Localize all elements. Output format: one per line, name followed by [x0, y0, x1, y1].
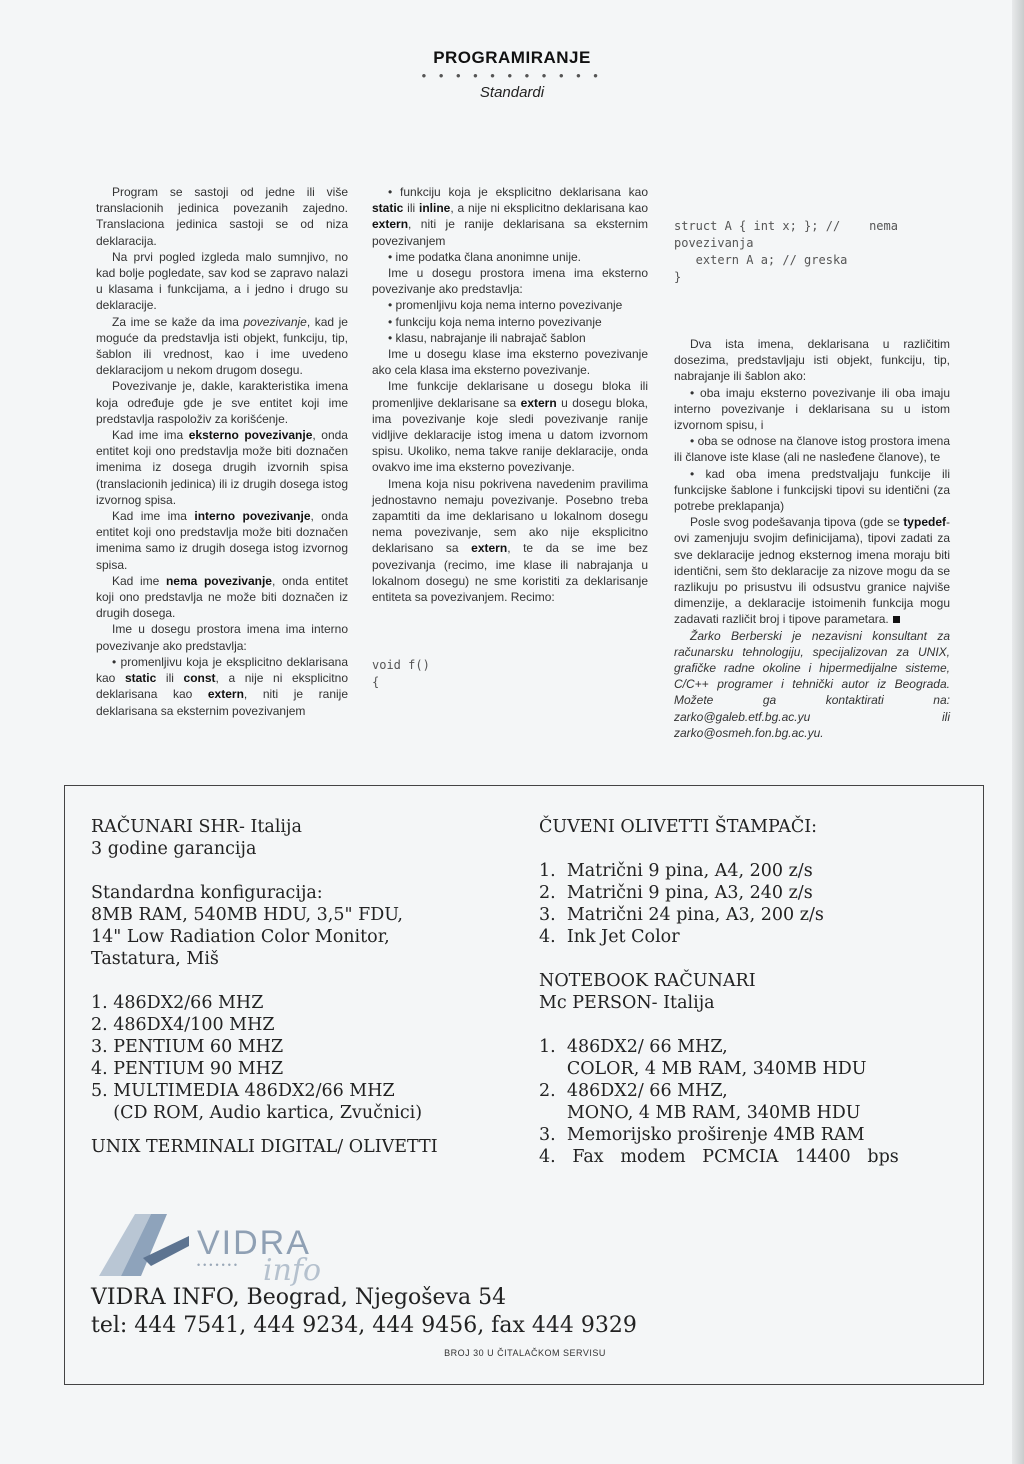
ad-phone: tel: 444 7541, 444 9234, 444 9456, fax 444 9329: [91, 1313, 637, 1338]
ad-line: 4. PENTIUM 90 MHZ: [91, 1059, 284, 1079]
paragraph: Kad ime nema povezivanje, onda entitet koji ono predstavlja ne može biti doznačen iz drugih dosega.: [96, 573, 348, 621]
reader-service-note: BROJ 30 U ČITALAČKOM SERVISU: [444, 1348, 606, 1358]
paragraph: • promenljivu koja nema interno povezivanje: [388, 298, 623, 313]
ad-line: (CD ROM, Audio kartica, Zvučnici): [91, 1103, 423, 1123]
paragraph: Kad ime ima eksterno povezivanje, onda entitet koji ono predstavlja može biti doznačen imenima iz dosega drugih izvornih spisa (translacionih jedinica) ili iz drugih dosega istog izvornog spisa.: [96, 428, 348, 507]
end-of-article-mark: [893, 616, 900, 623]
paragraph: • promenljivu koja je eksplicitno deklarisana kao static ili const, a nije ni eksplicitno deklarisana kao extern, niti je ranije deklarisana sa eksternim povezivanjem: [96, 654, 348, 718]
paragraph: • ime podatka člana anonimne unije.: [388, 249, 581, 264]
paragraph: • oba se odnose na članove istog prostora imena ili članove iste klase (ali ne nasleđene članove), te: [674, 434, 950, 465]
ad-line: 3. Matrični 24 pina, A3, 200 z/s: [539, 905, 824, 925]
ad-line: 1. Matrični 9 pina, A4, 200 z/s: [539, 861, 813, 881]
ad-line: 14" Low Radiation Color Monitor,: [91, 927, 390, 947]
ad-line: 4. Ink Jet Color: [539, 927, 680, 947]
ad-line: MONO, 4 MB RAM, 340MB HDU: [539, 1103, 861, 1123]
ad-line: UNIX TERMINALI DIGITAL/ OLIVETTI: [91, 1137, 438, 1157]
paragraph: Posle svog podešavanja tipova (gde se typedef-ovi zamenjuju svojim definicijama), tipovi zadati za sve deklaracije jednog eksternog imena moraju biti identični, sem što deklaracije za nizove mogu da se razlikuju po prisustvu ili odsustvu granice najviše dimenzije, a deklaracije istoimenih funkcija mogu zadavati različit broj i tipove parametara.: [674, 515, 950, 627]
paragraph: • oba imaju eksterno povezivanje ili oba imaju interno povezivanje i deklarisana su u istom izvornom spisu, i: [674, 385, 950, 433]
ad-right-column: [539, 816, 959, 1168]
paragraph: Program se sastoji od jedne ili više translacionih jedinica povezanih zajedno. Translaciona jedinica sastoji se od niza deklaracija.: [96, 185, 348, 248]
ad-line: Standardna konfiguracija:: [91, 883, 323, 903]
section-title: PROGRAMIRANJE: [433, 48, 591, 67]
ad-contact: [91, 1284, 637, 1340]
paragraph: Kad ime ima interno povezivanje, onda entitet koji ono predstavlja može biti doznačen imenima samo iz drugih dosega istog izvornog spisa.: [96, 509, 348, 572]
ad-line: 3 godine garancija: [91, 839, 257, 859]
ad-line: 8MB RAM, 540MB HDU, 3,5" FDU,: [91, 905, 403, 925]
ad-line: 3. Memorijsko proširenje 4MB RAM: [539, 1125, 865, 1145]
author-bio: Žarko Berberski je nezavisni konsultant za računarsku tehnologiju, specijalizovan za UNIX, grafičke radne okoline i hipermedijalne sisteme, C/C++ programer i tehnički autor iz Beograda. Možete ga kontaktirati na: zarko@galeb.etf.bg.ac.yu ili zarko@osmeh.fon.bg.ac.yu.: [674, 628, 950, 740]
ad-line: NOTEBOOK RAČUNARI: [539, 971, 756, 991]
ad-address: VIDRA INFO, Beograd, Njegoševa 54: [91, 1285, 507, 1310]
ad-line: 5. MULTIMEDIA 486DX2/66 MHZ: [91, 1081, 395, 1101]
paragraph: Dva ista imena, deklarisana u različitim dosezima, predstavljaju isti objekt, funkciju, tip, nabrajanje ili šablon ako:: [674, 337, 950, 384]
ad-left-column: [91, 816, 511, 1158]
page-edge-shadow: [1012, 0, 1024, 1464]
ad-line: 2. Matrični 9 pina, A3, 240 z/s: [539, 883, 813, 903]
ad-line: 2. 486DX2/ 66 MHZ,: [539, 1081, 728, 1101]
ad-line: Tastatura, Miš: [91, 949, 219, 969]
vidra-info-logo: [93, 1206, 393, 1286]
paragraph: Ime u dosegu prostora imena ima interno povezivanje ako predstavlja:: [96, 622, 348, 653]
header-dots: • • • • • • • • • • •: [421, 68, 603, 83]
paragraph: • funkciju koja nema interno povezivanje: [388, 314, 602, 329]
vidra-logo-icon: [93, 1206, 393, 1286]
ad-line: Mc PERSON- Italija: [539, 993, 715, 1013]
paragraph: Ime u dosegu klase ima eksterno povezivanje ako cela klasa ima eksterno povezivanje.: [372, 347, 648, 378]
ad-line: ČUVENI OLIVETTI ŠTAMPAČI:: [539, 817, 818, 837]
section-subtitle: Standardi: [479, 84, 545, 101]
paragraph: Imena koja nisu pokrivena navedenim pravilima jednostavno nemaju povezivanje. Posebno treba zapamtiti da ime deklarisano u lokalnom dosegu nema povezivanje, sem ako nije eksplicitno deklarisano sa extern, te da se ime bez povezivanja (recimo, ime klase ili nabrajanja u lokalnom dosegu) ne sme koristiti za deklarisanje entiteta sa povezivanjem. Recimo:: [372, 476, 648, 605]
paragraph: Ime funkcije deklarisane u dosegu bloka ili promenljive deklarisane sa extern u dosegu bloka, ima povezivanje koje sledi povezivanje ranije vidljive deklaracije istog imena u datom izvornom spisu. Ukoliko, nema takve ranije deklaracije, onda ovakvo ime ima eksterno povezivanje.: [372, 379, 648, 475]
paragraph: Na prvi pogled izgleda malo sumnjivo, no kad bolje pogledate, sav kod se zapravo nalazi u klasama i funkcijama, a i jedno i drugo su deklaracije.: [96, 249, 348, 313]
ad-line: 1. 486DX2/ 66 MHZ,: [539, 1037, 728, 1057]
paragraph: • klasu, nabrajanje ili nabrajač šablon: [388, 330, 586, 345]
ad-line: RAČUNARI SHR- Italija: [91, 817, 302, 837]
page-header: [0, 48, 1024, 101]
paragraph: Za ime se kaže da ima povezivanje, kad je moguće da predstavlja isti objekt, funkciju, tip, šablon ili vrednost, kao i ime uvedeno deklaracijom u nekom drugom dosegu.: [96, 314, 348, 378]
paragraph: • funkciju koja je eksplicitno deklarisana kao static ili inline, a nije ni eksplicitno deklarisana kao extern, niti je ranije deklarisana sa eksternim povezivanjem: [372, 185, 649, 248]
svg-text:•••••••: •••••••: [197, 1260, 241, 1270]
paragraph: • kad oba imena predstvaljaju funkcije ili funkcijske šablone i funkcijski tipovi su identični (za potrebe preklapanja): [674, 466, 950, 514]
code-snippet-start: void f() {: [372, 658, 430, 690]
article-column-2: [372, 184, 648, 725]
logo-word: VIDRA: [197, 1224, 311, 1262]
ad-line: 3. PENTIUM 60 MHZ: [91, 1037, 284, 1057]
ad-line: 2. 486DX4/100 MHZ: [91, 1015, 275, 1035]
article-column-3: [674, 184, 950, 741]
advertisement-box: [64, 785, 984, 1385]
paragraph: Ime u dosegu prostora imena ima eksterno povezivanje ako predstavlja:: [372, 266, 648, 297]
ad-line: COLOR, 4 MB RAM, 340MB HDU: [539, 1059, 867, 1079]
code-snippet-continued: struct A { int x; }; // nema povezivanja extern A a; // greska }: [674, 219, 898, 284]
article-column-1: [96, 184, 348, 719]
paragraph: Povezivanje je, dakle, karakteristika imena koja određuje gde je sve entitet koji ime predstavlja raspoloživ za korišćenje.: [96, 379, 348, 426]
ad-line: 1. 486DX2/66 MHZ: [91, 993, 264, 1013]
ad-line: 4. Fax modem PCMCIA 14400 bps: [539, 1147, 899, 1167]
logo-sub: info: [263, 1253, 322, 1286]
